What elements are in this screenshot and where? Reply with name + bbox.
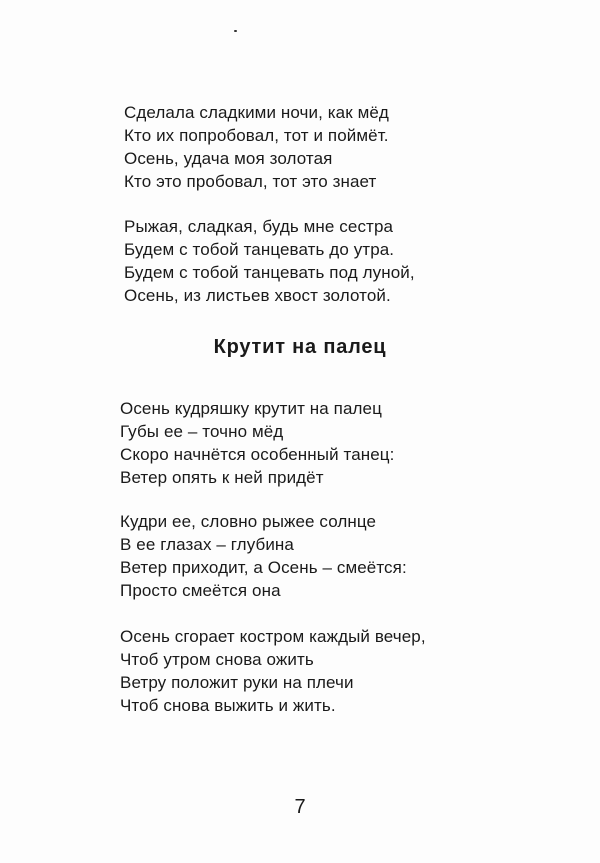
verse-line: Ветер опять к ней придёт: [120, 468, 324, 487]
verse-line: Рыжая, сладкая, будь мне сестра: [124, 217, 394, 236]
verse-line: Ветру положит руки на плечи: [120, 673, 354, 692]
stanza: [120, 510, 407, 602]
verse-line: Будем с тобой танцевать до утра.: [124, 240, 395, 259]
verse-line: Просто смеётся она: [120, 581, 281, 600]
poem-title: Крутит на палец: [213, 336, 387, 358]
verse-line: Сделала сладкими ночи, как мёд: [124, 103, 389, 122]
stanza: [124, 215, 415, 307]
verse-line: Скоро начнётся особенный танец:: [120, 445, 395, 464]
page-number: 7: [294, 796, 306, 818]
stanza: [124, 101, 389, 193]
stanza: [120, 397, 394, 489]
stanza: [120, 625, 426, 717]
verse-line: Губы ее – точно мёд: [120, 422, 284, 441]
verse-line: Чтоб утром снова ожить: [120, 650, 314, 669]
verse-line: Осень кудряшку крутит на палец: [120, 399, 382, 418]
verse-line: Ветер приходит, а Осень – смеётся:: [120, 558, 407, 577]
verse-line: Кто это пробовал, тот это знает: [124, 172, 377, 191]
verse-line: Чтоб снова выжить и жить.: [120, 696, 336, 715]
print-speck: [234, 30, 237, 32]
verse-line: Осень, из листьев хвост золотой.: [124, 286, 391, 305]
verse-line: Кто их попробовал, тот и поймёт.: [124, 126, 389, 145]
verse-line: В ее глазах – глубина: [120, 535, 294, 554]
verse-line: Осень, удача моя золотая: [124, 149, 333, 168]
verse-line: Осень сгорает костром каждый вечер,: [120, 627, 426, 646]
verse-line: Кудри ее, словно рыжее солнце: [120, 512, 377, 531]
verse-line: Будем с тобой танцевать под луной,: [124, 263, 415, 282]
